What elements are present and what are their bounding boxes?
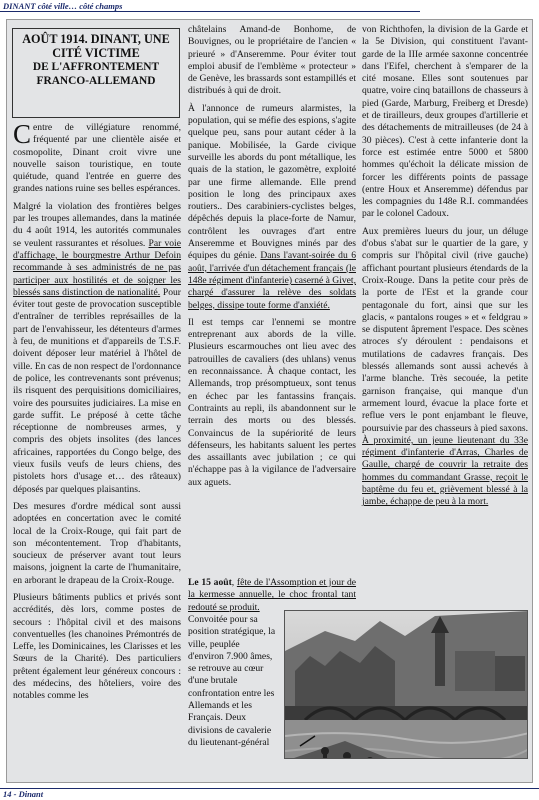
- underlined-text: Dans l'avant-soirée du 6 août, l'arrivée d'un détachement français (le 148e régiment d'infanterie) caserné à Givet, chargé d'assurer la relève des soldats belges, dissipe toute forme d'anxiété.: [188, 250, 356, 311]
- paragraph-text: Pour éviter tout geste de provocation susceptible d'entraîner de terribles représailles de la part de l'envahisseur, les détenteurs d'armes à feu, de munitions et d'appareils de T.S.F. doivent déposer leur matériel à l'hôtel de ville. En cas de non respect de l'ordonnance de police, les contrevenants sont prévenus; ils risquent des perquisitions domiciliaires, voire des poursuites judiciaires. La mise en garde suffit. Le préposé à cette tâche réceptionne de nombreuses armes, y compris des objets insolites (des lances africaines, rapportées du Congo belge, des vieux fusils veufs de leurs chiens, des pistolets hors d'usage et… des râteaux) déposés par quelques plaisantins.: [13, 286, 181, 495]
- paragraph: Plusieurs bâtiments publics et privés sont accrédités, dès lors, comme postes de secours : l'hôpital civil et des maisons conventuelles (les chanoines Prémontrés de Leffe, les Dominicaines, les Clarisses et les Sœurs de la Charité). Des particuliers prêtent également leur généreux concours : des médecins, des hôteliers, voire des notables comme les: [13, 591, 181, 702]
- paragraph: [188, 103, 356, 312]
- article-page: [6, 19, 533, 783]
- paragraph-text: Malgré la violation des frontières belges par les troupes allemandes, dans la matinée du 4 août 1914, les autorités communales se veulent rassurantes et résolues.: [13, 200, 181, 249]
- paragraph-text: À l'annonce de rumeurs alarmistes, la population, qui se méfie des espions, s'agite quelque peu, sans pour autant céder à la panique. Mobilisée, la Garde civique surveille les abords du pont métallique, les quais de la station, le gazomètre, exploité par une firme allemande. Elle prend position le long des principaux axes routiers.. Des carabiniers-cyclistes belges, dépêchés depuis la place-forte de Namur, contrôlent les ouvrages d'art entre Anseremme et Bouvignes minés par des équipes du génie.: [188, 102, 356, 262]
- title-line-1: AOÛT 1914. DINANT, UNE: [22, 32, 170, 46]
- underlined-text: Par voie d'affichage, le bourgmestre Arthur Defoin recommande à ses administrés de ne pas participer aux hostilités et de soigner les blessés sans distinction de nationalité.: [13, 237, 181, 298]
- article-title-box: [12, 28, 180, 118]
- running-header: DINANT côté ville… côté champs: [3, 1, 123, 11]
- drop-cap: C: [13, 119, 32, 149]
- header-rule: [0, 11, 420, 12]
- date-lead-paragraph: Le 15 août, fête de l'Assomption et jour de la kermesse annuelle, le choc frontal tant redouté se produit.: [188, 577, 357, 613]
- text-column-2: [188, 24, 356, 494]
- photo-illustration: [285, 611, 528, 759]
- paragraph: Des mesures d'ordre médical sont aussi adoptées en concertation avec le comité local de la Croix-Rouge, qui fait part de son mécontentement. Trop d'habitants, soucieux de préserver avant tout leurs maisons, joignent la carte de l'humanitaire, en arborant le drapeau de la Croix-Rouge.: [13, 500, 181, 586]
- title-line-2: CITÉ VICTIME: [52, 46, 140, 60]
- paragraph-text: Aux premières lueurs du jour, un déluge d'obus s'abat sur le quartier de la gare, y compris sur l'hôpital civil (rive gauche) affichant pourtant plusieurs étendards de la Croix-Rouge. Dans la petite cour près de la porte de l'Est et la grande cour pentagonale du fort, ainsi que sur les glacis, « pantalons rouges » et « feldgrau » se disputent âprement l'espace. Des scènes atroces s'y déroulent : pendaisons et mutilations de cadavres français. Des blessés allemands sont aussi achevés à l'arme blanche. Très secouée, la petite garnison française, qui manque d'un armement lourd, évacue la place forte et reflue vers le pont enjambant le fleuve, poursuivie par des chasseurs à pied saxons.: [362, 225, 528, 434]
- title-line-4: FRANCO-ALLEMAND: [36, 75, 156, 87]
- bold-date: Le 15 août: [188, 577, 232, 588]
- paragraph: von Richthofen, la division de la Garde et la 5e Division, qui constituent l'avant-garde de la IIIe armée saxonne concentrée dans l'Eifel, cherchent à s'emparer de la cité mosane. Elles sont soutenues par quatre, voire cinq bataillons de chasseurs à pied (Garde, Marburg, Freiberg et Dresde) et de tirailleurs, deux groupes d'artillerie et des détachements de mitrailleuses (de 24 à 30 pièces). C'est à cette infanterie dont la force est estimée entre 5000 et 5800 hommes qu'échoit la délicate mission de forcer les différents points de passage (entre Houx et Anseremme) défendus par les compagnies du 148e R.I. commandées par le colonel Cadoux.: [362, 24, 528, 220]
- underlined-text: fête de l'Assomption et jour de la kermesse annuelle, le choc frontal tant redouté se produit.: [188, 577, 357, 613]
- text-column-3: [362, 24, 528, 514]
- title-line-3: DE L'AFFRONTEMENT: [32, 61, 160, 73]
- footer-rule: [0, 788, 539, 789]
- page-footer: 14 - Dinant: [3, 789, 44, 799]
- narrow-text-block: Convoitée pour sa position stratégique, la ville, peuplée d'environ 7.900 âmes, se retrouve au cœur d'une brutale confrontation entre les Allemands et les Français. Deux divisions de cavalerie du lieutenant-général: [188, 614, 276, 748]
- paragraph: [362, 226, 528, 509]
- paragraph-text: entre de villégiature renommé, fréquenté par une clientèle aisée et cosmopolite, Dinant croit vivre une nouvelle saison touristique, en toute quiétude, quand l'entrée en guerre des grandes nations ruine ses belles espérances.: [13, 122, 181, 195]
- paragraph: [13, 119, 181, 196]
- paragraph: châtelains Amand-de Bonhome, de Bouvignes, ou le propriétaire de l'ancien « prieuré » d'Anseremme. Pour éviter tout emploi abusif de l'emblème « protecteur » de Genève, les brassards sont estampillés et distribués à qui de droit.: [188, 24, 356, 97]
- historic-photo-dinant-bridge: [284, 610, 528, 759]
- underlined-text: À proximité, un jeune lieutenant du 33e régiment d'infanterie d'Arras, Charles de Gaulle, chargé de couvrir la retraite des hommes du commandant Grasse, reçoit le baptême du feu et, grièvement blessé à la jambe, échappe de peu à la mort.: [362, 434, 528, 508]
- paragraph: Il est temps car l'ennemi se montre entreprenant aux abords de la ville. Plusieurs escarmouches ont lieu avec des patrouilles de cavaliers (des uhlans) venus en reconnaissance. À chaque contact, les Allemands, trop présomptueux, sont tenus en échec par les fantassins français. Contraints au repli, ils abandonnent sur le terrain des morts ou des blessés. Convaincus de la supériorité de leurs défenseurs, les habitants saluent les pertes des assaillants avec jubilation ; ce qui n'échappe pas à la vigilance de l'adversaire aux aguets.: [188, 316, 356, 488]
- paragraph: [13, 201, 181, 496]
- text-column-1: [13, 119, 181, 708]
